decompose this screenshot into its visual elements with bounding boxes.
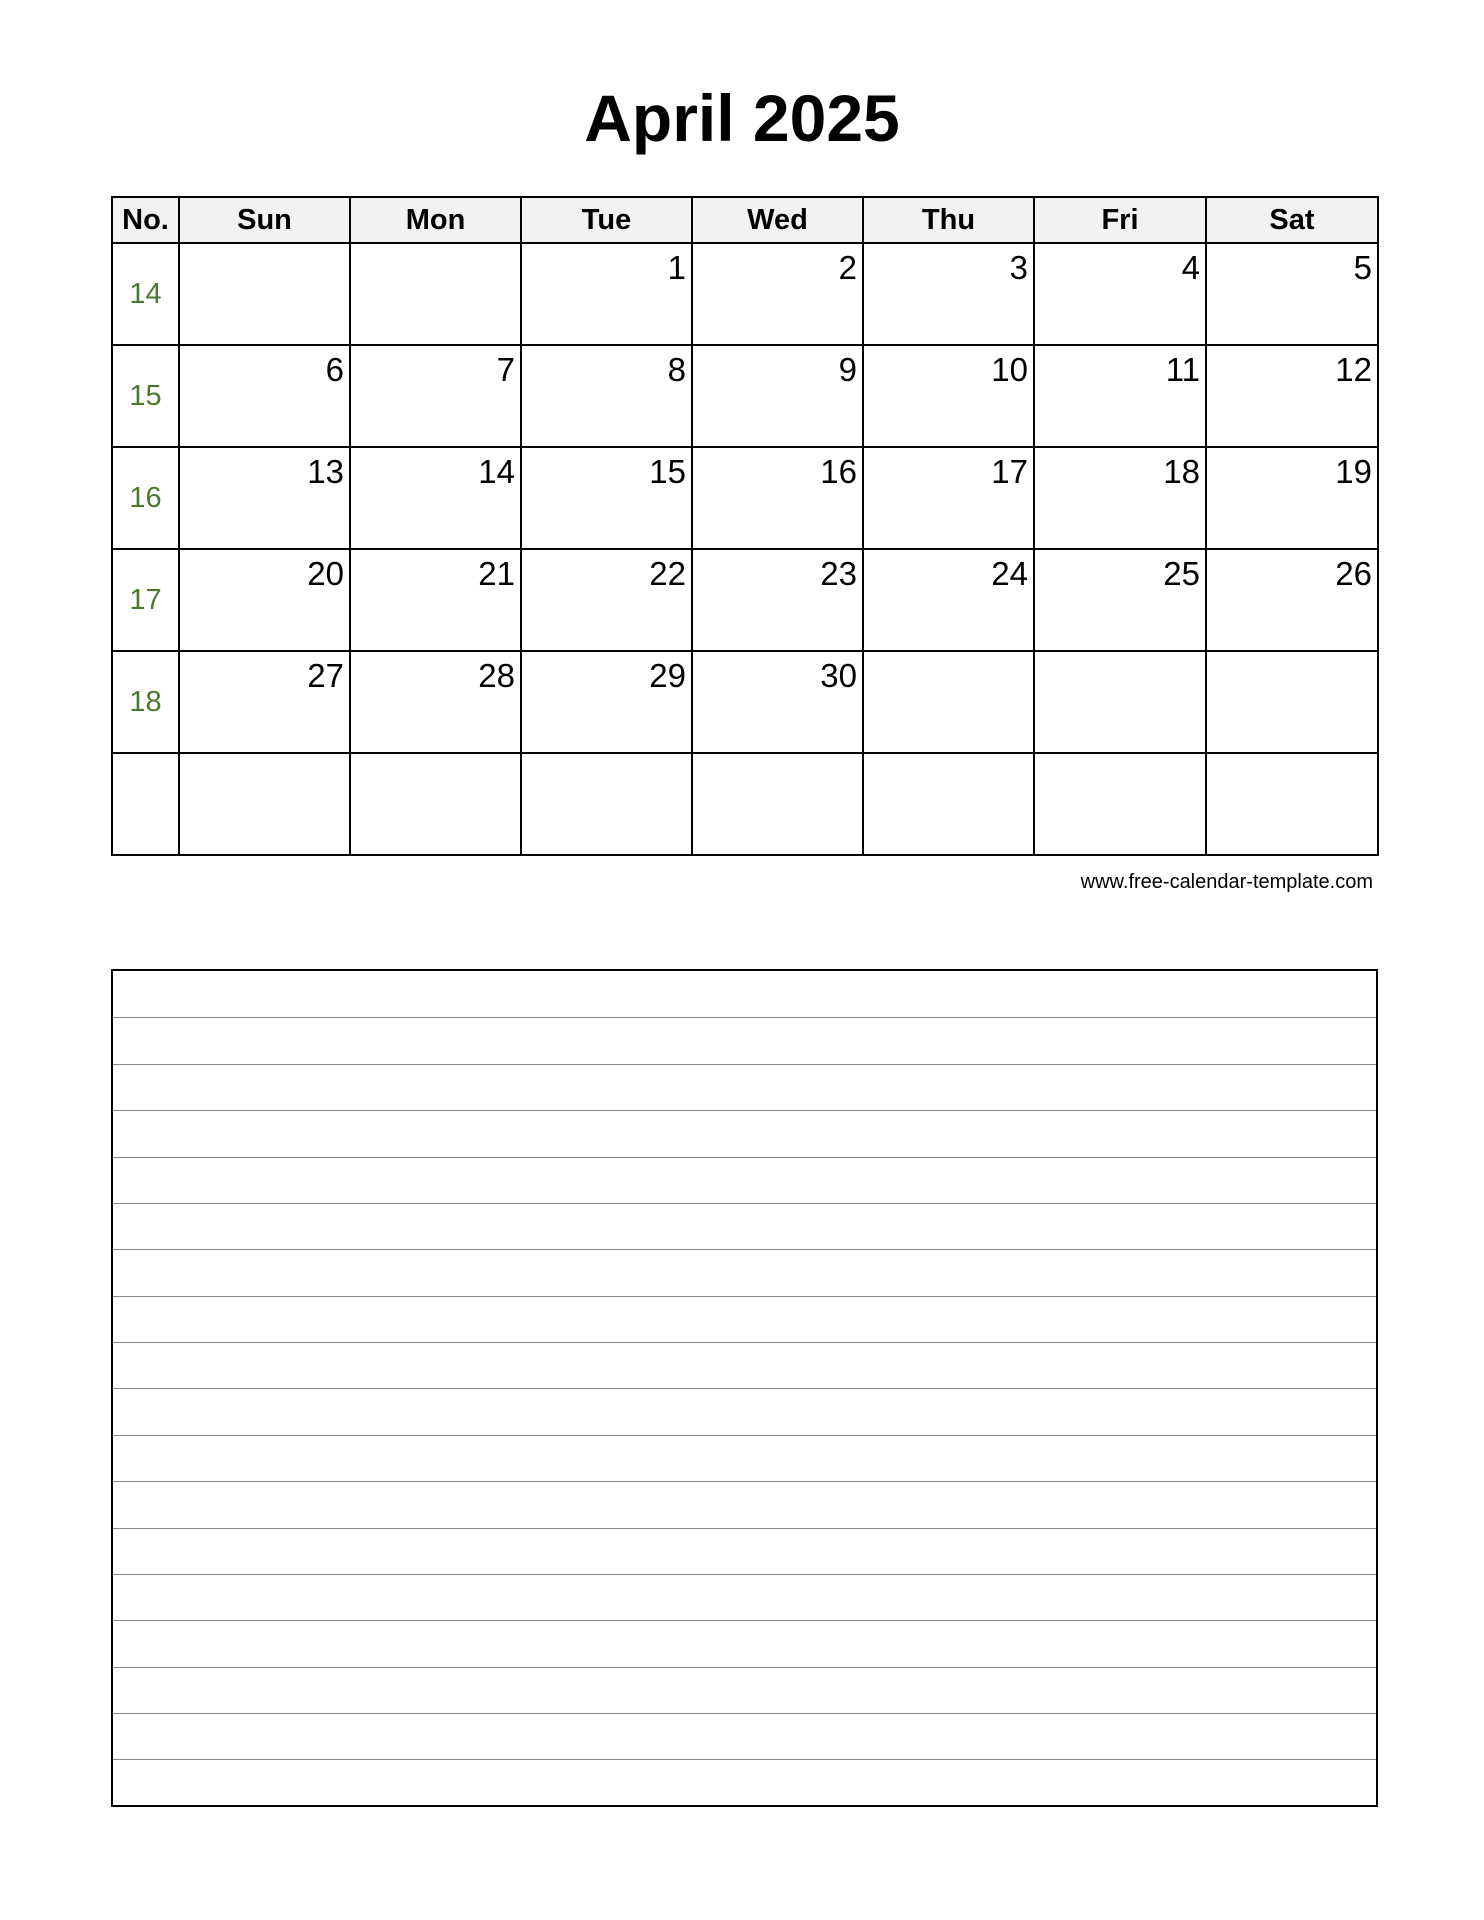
week-row [112,345,1378,447]
weekday-header-tue: Tue [521,197,692,243]
date-cell: 22 [521,549,692,651]
week-row [112,447,1378,549]
note-line [113,1435,1376,1436]
date-cell: 14 [350,447,521,549]
date-cell [863,651,1034,753]
week-number: 16 [112,447,179,549]
date-cell [350,243,521,345]
date-cell [179,243,350,345]
date-cell: 26 [1206,549,1378,651]
date-cell: 23 [692,549,863,651]
week-row [112,549,1378,651]
weekday-header-sun: Sun [179,197,350,243]
week-row [112,753,1378,855]
date-cell: 17 [863,447,1034,549]
note-line [113,1574,1376,1575]
note-line [113,1342,1376,1343]
note-line [113,1157,1376,1158]
date-cell: 9 [692,345,863,447]
weekday-header-wed: Wed [692,197,863,243]
date-cell: 28 [350,651,521,753]
note-line [113,1203,1376,1204]
note-line [113,1667,1376,1668]
calendar-grid [111,196,1379,856]
date-cell: 13 [179,447,350,549]
date-cell: 6 [179,345,350,447]
date-cell: 27 [179,651,350,753]
website-credit: www.free-calendar-template.com [1080,871,1373,893]
date-cell: 5 [1206,243,1378,345]
date-cell: 18 [1034,447,1206,549]
date-cell: 12 [1206,345,1378,447]
note-line [113,1249,1376,1250]
note-line [113,1759,1376,1760]
weekday-header-sat: Sat [1206,197,1378,243]
weekday-header-fri: Fri [1034,197,1206,243]
week-row [112,243,1378,345]
note-line [113,1296,1376,1297]
date-cell: 16 [692,447,863,549]
date-cell: 21 [350,549,521,651]
week-number [112,753,179,855]
note-line [113,1017,1376,1018]
date-cell: 10 [863,345,1034,447]
date-cell [692,753,863,855]
date-cell [1206,651,1378,753]
date-cell [863,753,1034,855]
date-cell [521,753,692,855]
date-cell: 29 [521,651,692,753]
date-cell: 24 [863,549,1034,651]
date-cell: 15 [521,447,692,549]
weekday-header-thu: Thu [863,197,1034,243]
date-cell [1206,753,1378,855]
note-line [113,1110,1376,1111]
date-cell [1034,651,1206,753]
week-number: 17 [112,549,179,651]
date-cell: 7 [350,345,521,447]
date-cell: 1 [521,243,692,345]
week-number: 15 [112,345,179,447]
week-number-header: No. [112,197,179,243]
date-cell [1034,753,1206,855]
note-line [113,1481,1376,1482]
date-cell: 25 [1034,549,1206,651]
date-cell: 30 [692,651,863,753]
weekday-header-row [112,197,1378,243]
weekday-header-mon: Mon [350,197,521,243]
week-number: 18 [112,651,179,753]
week-number: 14 [112,243,179,345]
note-line [113,1528,1376,1529]
notes-area[interactable] [111,969,1378,1807]
date-cell: 19 [1206,447,1378,549]
page-title: April 2025 [584,81,900,155]
date-cell: 11 [1034,345,1206,447]
date-cell: 3 [863,243,1034,345]
date-cell: 4 [1034,243,1206,345]
date-cell [179,753,350,855]
note-line [113,1064,1376,1065]
note-line [113,1388,1376,1389]
date-cell: 20 [179,549,350,651]
note-line [113,1620,1376,1621]
date-cell: 2 [692,243,863,345]
note-line [113,1713,1376,1714]
week-row [112,651,1378,753]
date-cell: 8 [521,345,692,447]
date-cell [350,753,521,855]
